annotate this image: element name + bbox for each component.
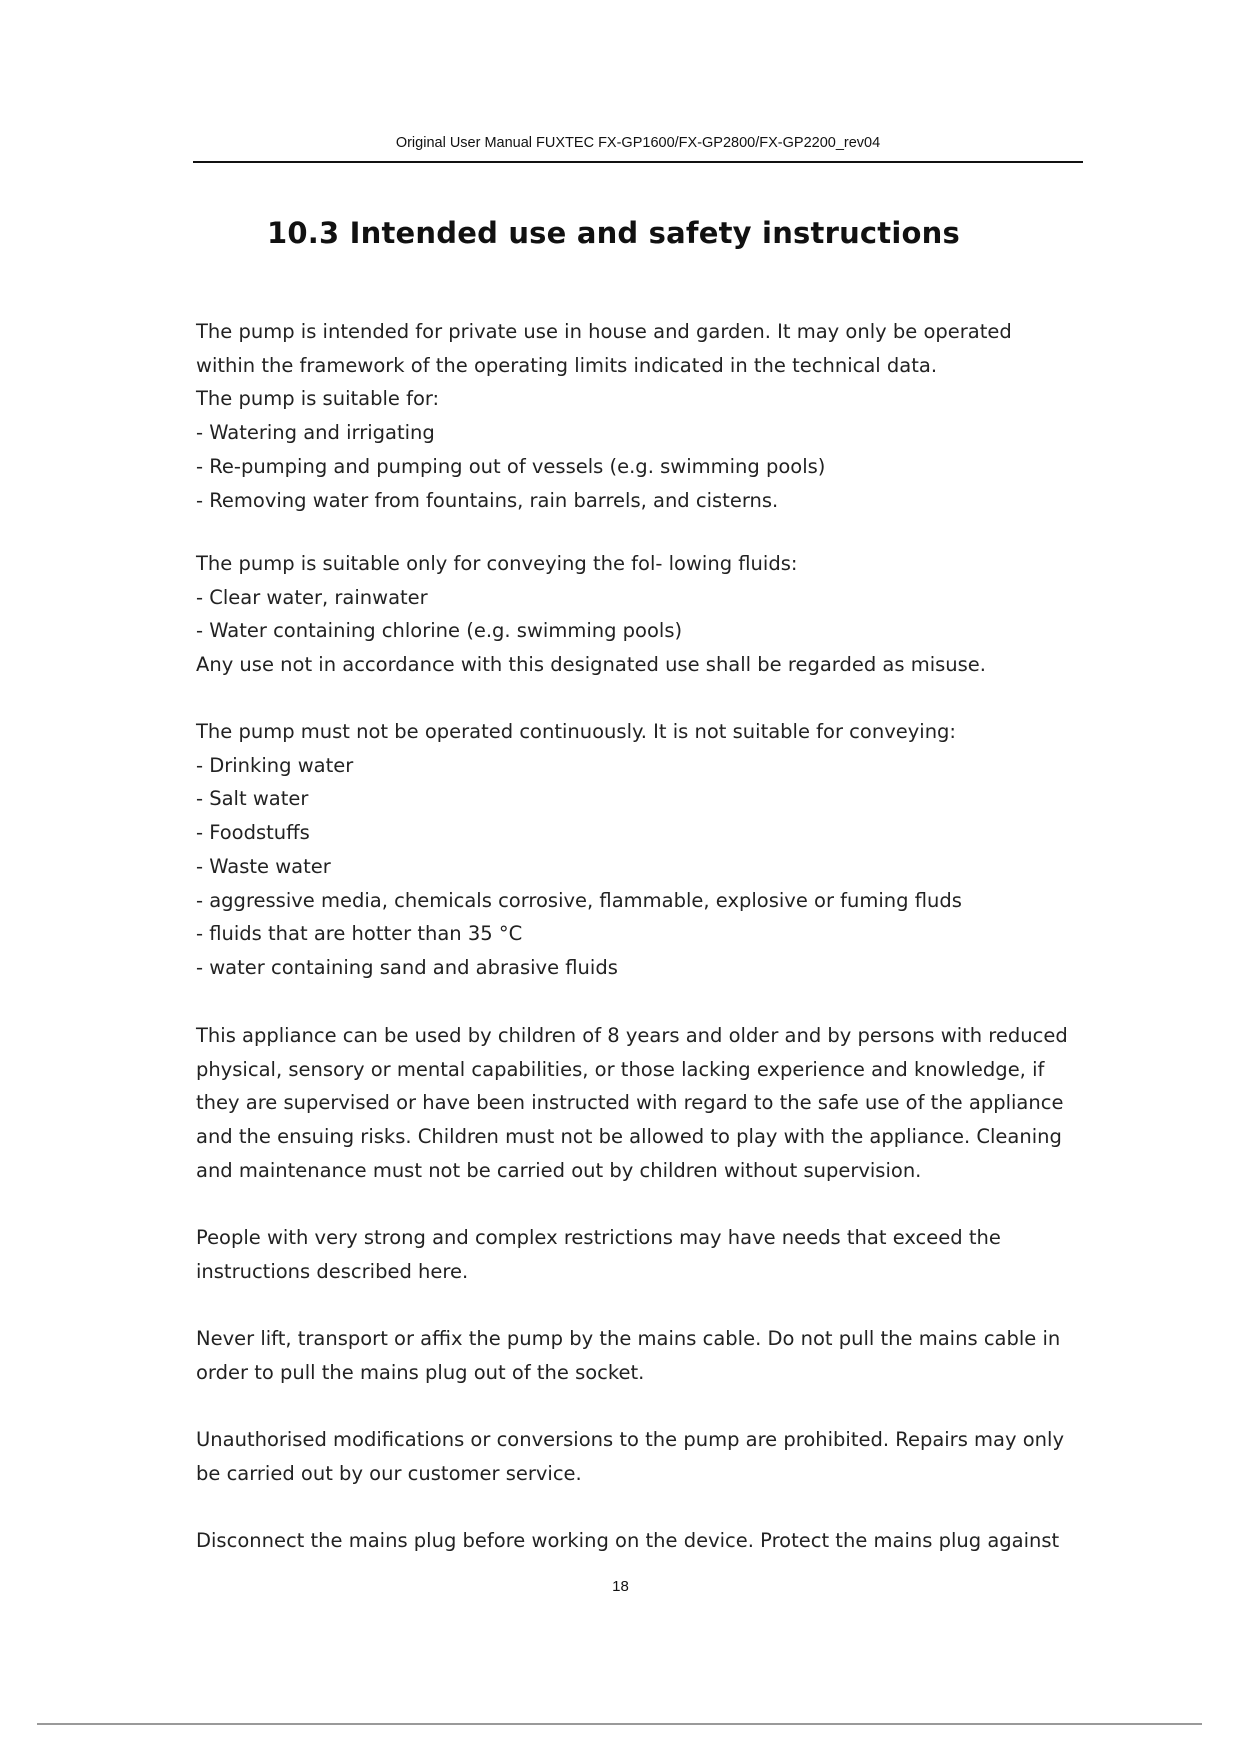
text-line: This appliance can be used by children of 8 years and older and by persons with reduced bbox=[196, 1024, 1068, 1047]
paragraph-disconnect bbox=[196, 1524, 1096, 1558]
list-item: - Water containing chlorine (e.g. swimming pools) bbox=[196, 619, 683, 643]
text-line: Unauthorised modifications or conversions to the pump are prohibited. Repairs may only bbox=[196, 1428, 1064, 1451]
header-title: Original User Manual FUXTEC FX-GP1600/FX-GP2800/FX-GP2200_rev04 bbox=[395, 135, 881, 151]
paragraph-cable bbox=[196, 1322, 1096, 1389]
page-number: 18 bbox=[612, 1578, 629, 1595]
paragraph-modifications bbox=[196, 1423, 1096, 1490]
text-line: they are supervised or have been instructed with regard to the safe use of the appliance bbox=[196, 1091, 1064, 1115]
list-item: - aggressive media, chemicals corrosive, flammable, explosive or fuming fluds bbox=[196, 888, 962, 912]
list-item: - water containing sand and abrasive fluids bbox=[196, 955, 618, 979]
list-item: - Drinking water bbox=[196, 753, 354, 777]
section-title: 10.3 Intended use and safety instructions bbox=[267, 216, 960, 250]
text-line: and maintenance must not be carried out by children without supervision. bbox=[196, 1158, 922, 1182]
list-item: - fluids that are hotter than 35 °C bbox=[196, 922, 523, 946]
list-item: - Foodstuffs bbox=[196, 821, 310, 845]
text-line: The pump must not be operated continuously. It is not suitable for conveying: bbox=[196, 720, 956, 743]
paragraph-not-suitable bbox=[196, 715, 1096, 985]
text-line: Never lift, transport or affix the pump by the mains cable. Do not pull the mains cable in bbox=[196, 1327, 1061, 1350]
text-line: The pump is suitable for: bbox=[196, 387, 440, 411]
list-item: - Re-pumping and pumping out of vessels (e.g. swimming pools) bbox=[196, 454, 826, 478]
paragraph-children bbox=[196, 1019, 1096, 1188]
text-line: and the ensuing risks. Children must not be allowed to play with the appliance. Cleaning bbox=[196, 1125, 1062, 1149]
list-item: - Clear water, rainwater bbox=[196, 585, 428, 609]
list-item: - Waste water bbox=[196, 854, 331, 878]
text-line: Any use not in accordance with this designated use shall be regarded as misuse. bbox=[196, 653, 986, 677]
header-divider bbox=[193, 161, 1083, 163]
page-bottom-divider bbox=[37, 1723, 1202, 1725]
text-line: instructions described here. bbox=[196, 1259, 469, 1283]
text-line: physical, sensory or mental capabilities, or those lacking experience and knowledge, if bbox=[196, 1057, 1045, 1081]
list-item: - Removing water from fountains, rain barrels, and cisterns. bbox=[196, 488, 779, 512]
text-line: order to pull the mains plug out of the socket. bbox=[196, 1360, 645, 1384]
list-item: - Salt water bbox=[196, 787, 309, 811]
text-line: within the framework of the operating limits indicated in the technical data. bbox=[196, 353, 938, 377]
paragraph-restrictions bbox=[196, 1221, 1096, 1288]
text-line: be carried out by our customer service. bbox=[196, 1461, 582, 1485]
list-item: - Watering and irrigating bbox=[196, 421, 435, 445]
text-line: People with very strong and complex restrictions may have needs that exceed the bbox=[196, 1226, 1001, 1249]
text-line: Disconnect the mains plug before working on the device. Protect the mains plug against bbox=[196, 1529, 1060, 1552]
text-line: The pump is intended for private use in house and garden. It may only be operated bbox=[196, 320, 1012, 343]
paragraph-intended-use bbox=[196, 315, 1096, 517]
paragraph-fluids bbox=[196, 547, 1096, 682]
text-line: The pump is suitable only for conveying the fol- lowing fluids: bbox=[196, 552, 798, 575]
